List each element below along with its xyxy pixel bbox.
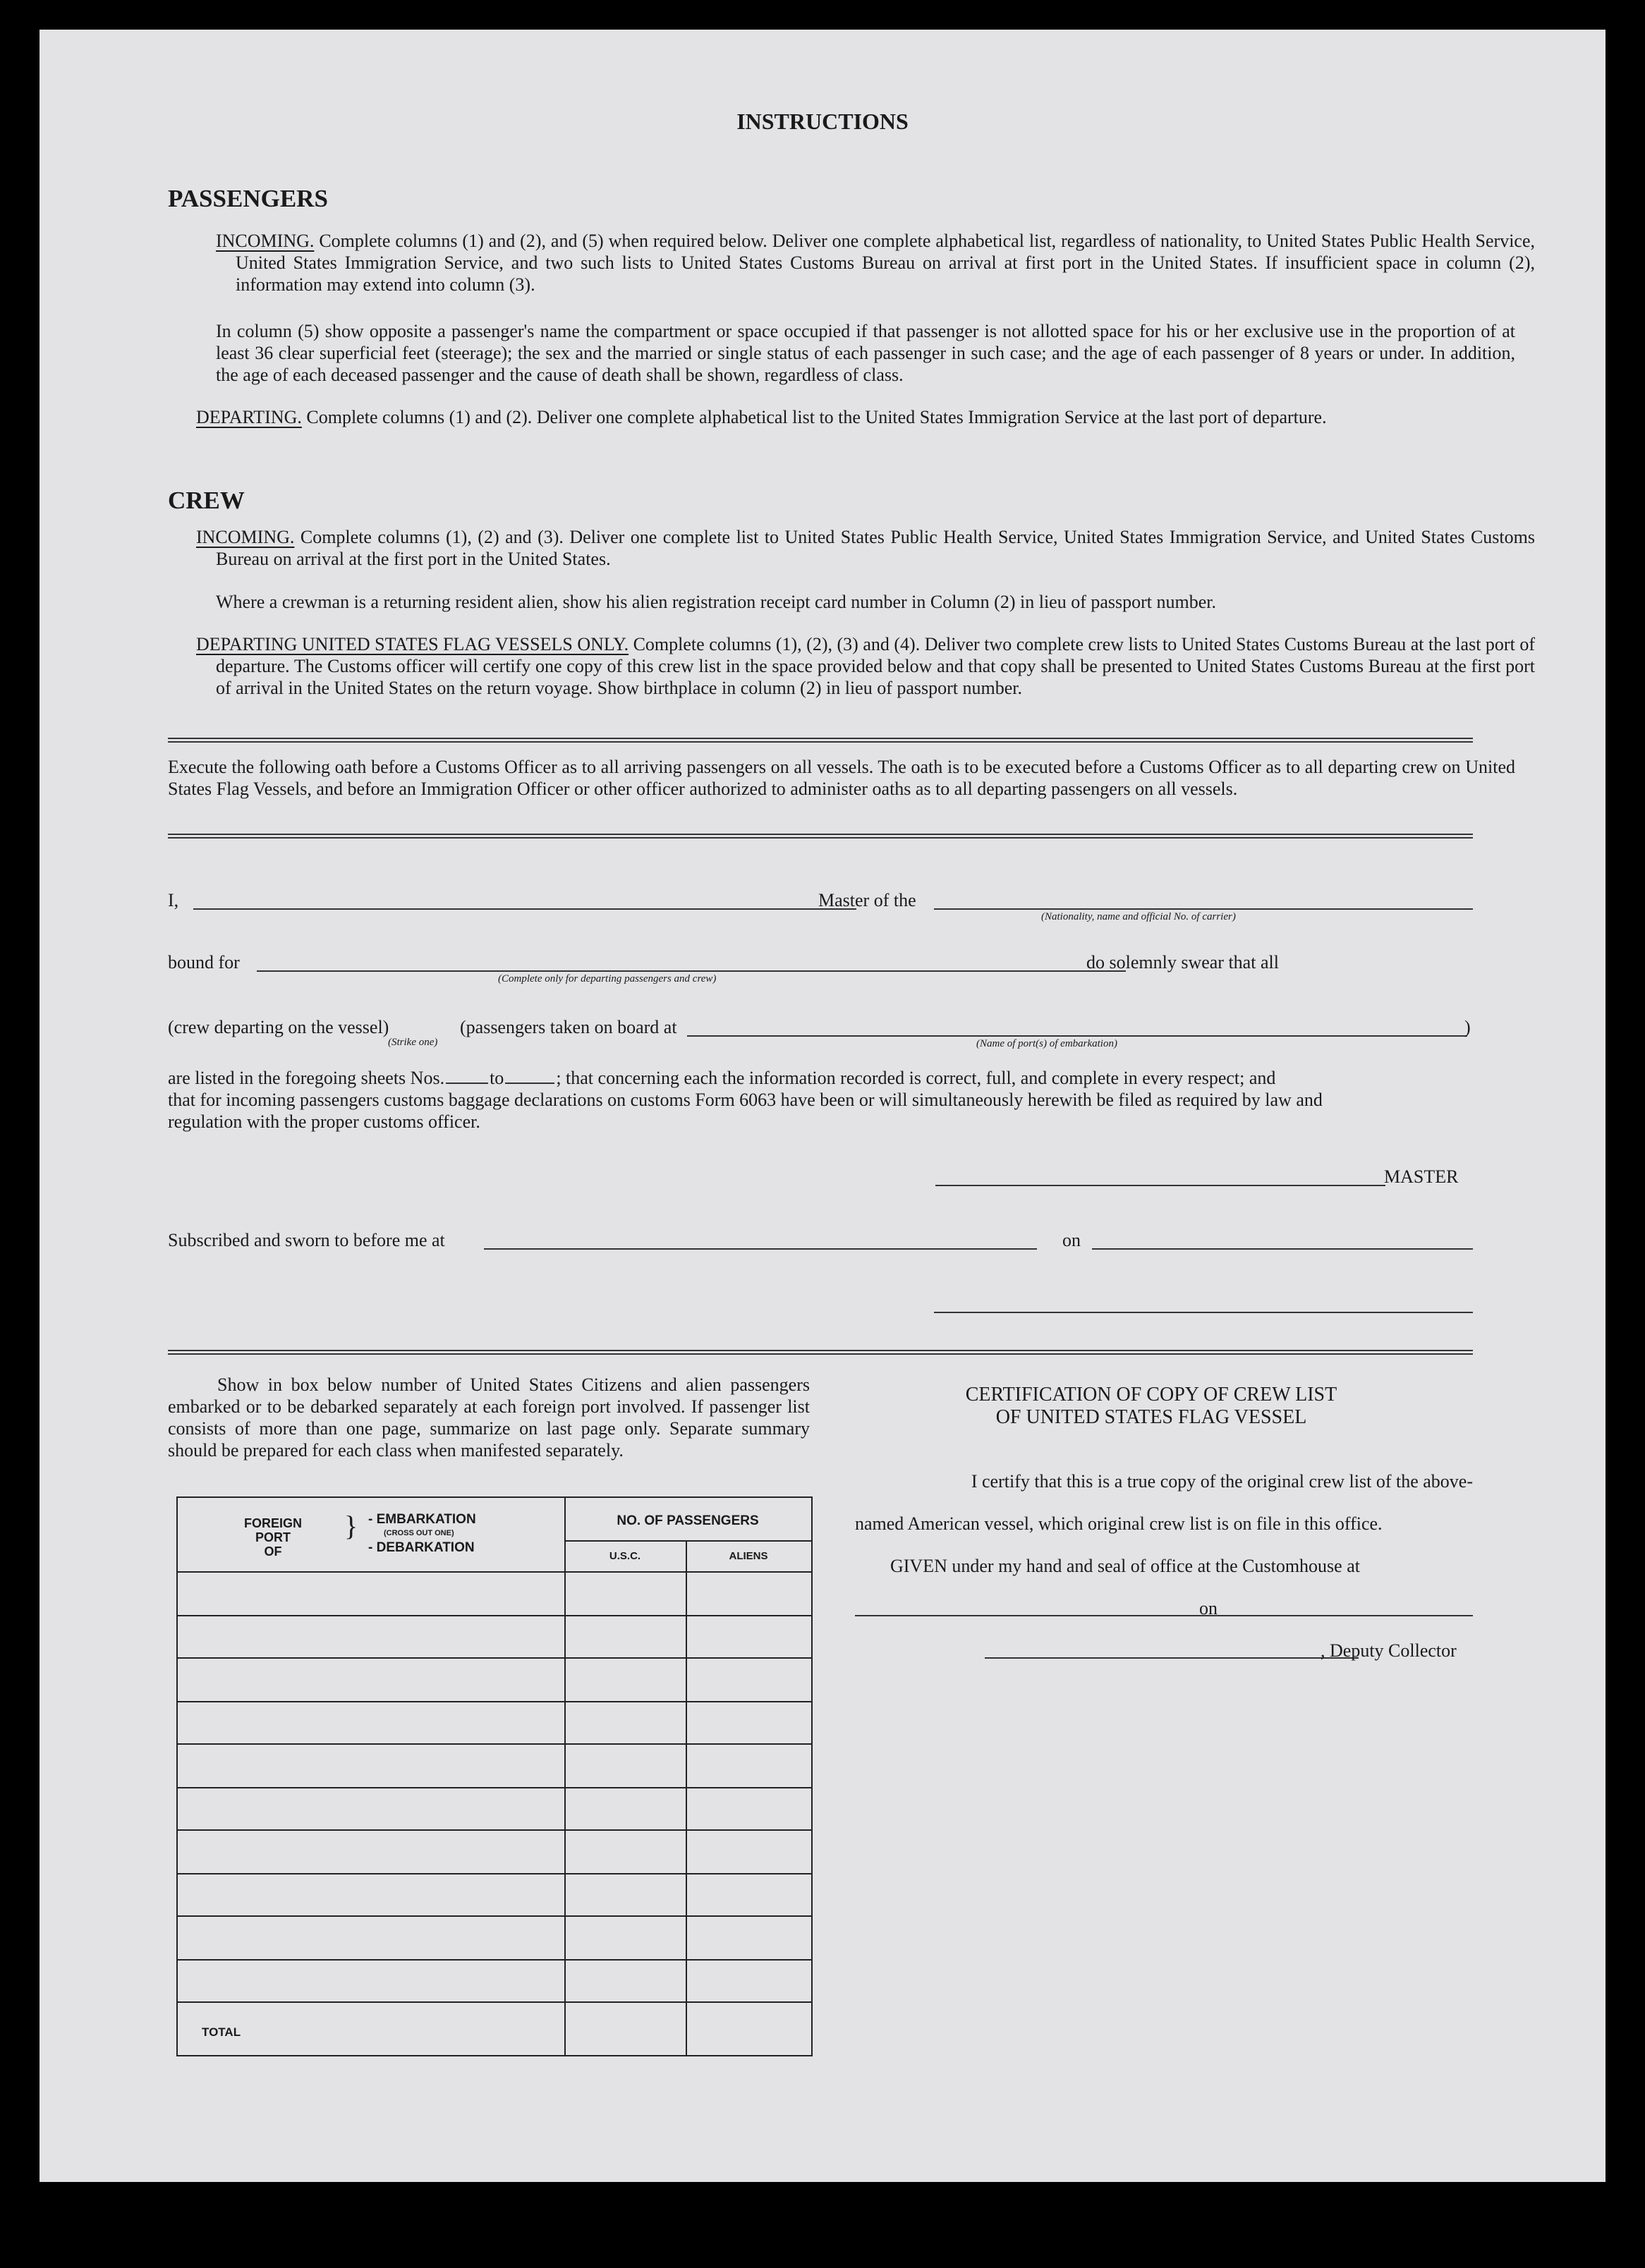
double-rule	[168, 834, 1473, 839]
crew-departing-option[interactable]: (crew departing on the vessel)	[168, 1017, 389, 1037]
listed-sheets-line	[168, 1068, 1275, 1089]
certification-heading-line1: CERTIFICATION OF COPY OF CREW LIST	[965, 1384, 1337, 1406]
crew-departing-text: Complete columns (1), (2), (3) and (4). Deliver two complete crew lists to United States Customs Bureau at the last port of departure. The Customs officer will certify one copy of this crew list in the space provided below and that copy shall be presented to United States Customs Bureau at the first port of arrival in the United States on the return voyage. Show birthplace in column (2) in lieu of passport number.	[216, 634, 1535, 698]
aliens-header: ALIENS	[729, 1550, 768, 1562]
oath-line2: that for incoming passengers customs baggage declarations on customs Form 6063 have been or will simultaneously herewith be filed as required by law and	[168, 1090, 1323, 1110]
master-signature-field[interactable]	[935, 1185, 1385, 1186]
debarkation-label: - DEBARKATION	[368, 1540, 475, 1555]
deputy-collector-label: , Deputy Collector	[1321, 1640, 1457, 1661]
officer-signature-field[interactable]	[934, 1312, 1473, 1313]
brace-icon: }	[344, 1510, 358, 1542]
crew-departing-label: DEPARTING UNITED STATES FLAG VESSELS ONLY.	[196, 634, 629, 654]
certification-heading	[855, 1384, 1447, 1429]
double-rule	[168, 738, 1473, 743]
foreign-port-of-header	[220, 1516, 326, 1559]
nationality-caption: (Nationality, name and official No. of carrier)	[1041, 911, 1236, 922]
port-label: PORT	[255, 1530, 291, 1544]
crew-incoming-label: INCOMING.	[196, 527, 295, 547]
passengers-incoming-text: Complete columns (1) and (2), and (5) when required below. Deliver one complete alphabetical list, regardless of nationality, to United States Public Health Service, United States Immigration Service, and two such lists to United States Customs Bureau on arrival at first port in the United States. If insufficient space in column (2), information may extend into column (3).	[236, 231, 1535, 295]
listed-sheets-label: are listed in the foregoing sheets Nos.	[168, 1068, 445, 1088]
deputy-collector-signature-field[interactable]	[985, 1657, 1359, 1659]
bound-for-label: bound for	[168, 952, 240, 973]
passengers-column5-paragraph: In column (5) show opposite a passenger's name the compartment or space occupied if that passenger is not allotted space for his or her exclusive use in the proportion of at least 36 clear superficial feet (steerage); the sex and the married or single status of each passenger in such case; and the age of each passenger of 8 years or under. In addition, the age of each deceased passenger and the cause of death shall be shown, regardless of class.	[216, 321, 1515, 385]
foreign-label: FOREIGN	[243, 1516, 302, 1530]
document-page	[40, 30, 1605, 2182]
certification-date-field[interactable]	[1226, 1615, 1473, 1616]
certification-on-label: on	[1199, 1598, 1218, 1618]
master-name-field[interactable]	[193, 908, 856, 910]
given-line: GIVEN under my hand and seal of office at the Customhouse at	[890, 1556, 1360, 1576]
usc-header: U.S.C.	[609, 1550, 641, 1562]
oath-line3: regulation with the proper customs officer.	[168, 1111, 480, 1132]
strike-one-caption: (Strike one)	[388, 1037, 438, 1048]
crew-incoming-paragraph	[196, 526, 1535, 570]
oath-instruction-paragraph: Execute the following oath before a Customs Officer as to all arriving passengers on all vessels. The oath is to be executed before a Customs Officer as to all departing crew on United States Flag Vessels, and before an Immigration Officer or other officer authorized to administer oaths as to all departing passengers on all vessels.	[168, 757, 1515, 799]
master-of-the-label: Master of the	[818, 890, 916, 910]
passengers-heading: PASSENGERS	[168, 185, 328, 212]
page-title: INSTRUCTIONS	[736, 109, 909, 134]
closing-paren: )	[1464, 1017, 1471, 1037]
embarkation-label: - EMBARKATION	[368, 1512, 476, 1527]
crew-crewman-paragraph: Where a crewman is a returning resident alien, show his alien registration receipt card number in Column (2) in lieu of passport number.	[216, 592, 1217, 612]
sheet-to-field[interactable]	[505, 1083, 554, 1084]
listed-rest-text: ; that concerning each the information recorded is correct, full, and complete in every respect; and	[556, 1068, 1276, 1088]
certify-line2: named American vessel, which original crew list is on file in this office.	[855, 1513, 1383, 1534]
passengers-departing-text: Complete columns (1) and (2). Deliver one complete alphabetical list to the United States Immigration Service at the last port of departure.	[301, 407, 1327, 427]
subscribed-label: Subscribed and sworn to before me at	[168, 1230, 445, 1250]
port-caption: (Name of port(s) of embarkation)	[976, 1038, 1117, 1049]
crew-departing-paragraph	[196, 633, 1535, 699]
cross-out-one-label: (CROSS OUT ONE)	[384, 1529, 454, 1537]
total-label: TOTAL	[202, 2025, 241, 2039]
sworn-at-field[interactable]	[484, 1248, 1037, 1250]
to-label: to	[490, 1068, 504, 1088]
certify-line1: I certify that this is a true copy of the original crew list of the above-	[971, 1471, 1473, 1492]
customhouse-field[interactable]	[855, 1615, 1229, 1616]
bound-for-field[interactable]	[257, 970, 1126, 972]
passengers-incoming-label: INCOMING.	[216, 231, 315, 251]
summary-instruction: Show in box below number of United States Citizens and alien passengers embarked or to be debarked separately at each foreign port involved. If passenger list consists of more than one page, summarize on last page only. Separate summary should be prepared for each class when manifested separately.	[168, 1374, 810, 1461]
crew-incoming-text: Complete columns (1), (2) and (3). Deliver one complete list to United States Public Health Service, United States Immigration Service, and United States Customs Bureau on arrival at the first port in the United States.	[216, 527, 1535, 569]
crew-heading: CREW	[168, 487, 245, 514]
passengers-incoming-paragraph	[216, 230, 1535, 295]
solemnly-swear-label: do solemnly swear that all	[1086, 952, 1279, 973]
passengers-taken-option[interactable]: (passengers taken on board at	[460, 1017, 677, 1037]
double-rule	[168, 1350, 1473, 1355]
sworn-on-label: on	[1062, 1230, 1081, 1250]
carrier-field[interactable]	[934, 908, 1473, 910]
sworn-date-field[interactable]	[1092, 1248, 1473, 1250]
master-label: MASTER	[1384, 1166, 1459, 1187]
complete-only-caption: (Complete only for departing passengers and crew)	[498, 973, 717, 984]
sheet-from-field[interactable]	[446, 1083, 488, 1084]
passengers-departing-paragraph	[196, 406, 1535, 428]
of-label: OF	[264, 1544, 282, 1559]
no-of-passengers-header: NO. OF PASSENGERS	[617, 1513, 759, 1528]
oath-i-label: I,	[168, 890, 179, 910]
passengers-departing-label: DEPARTING.	[196, 407, 302, 427]
certification-heading-line2: OF UNITED STATES FLAG VESSEL	[995, 1406, 1307, 1428]
port-of-embarkation-field[interactable]	[687, 1035, 1467, 1037]
passenger-summary-table	[176, 1496, 813, 2056]
